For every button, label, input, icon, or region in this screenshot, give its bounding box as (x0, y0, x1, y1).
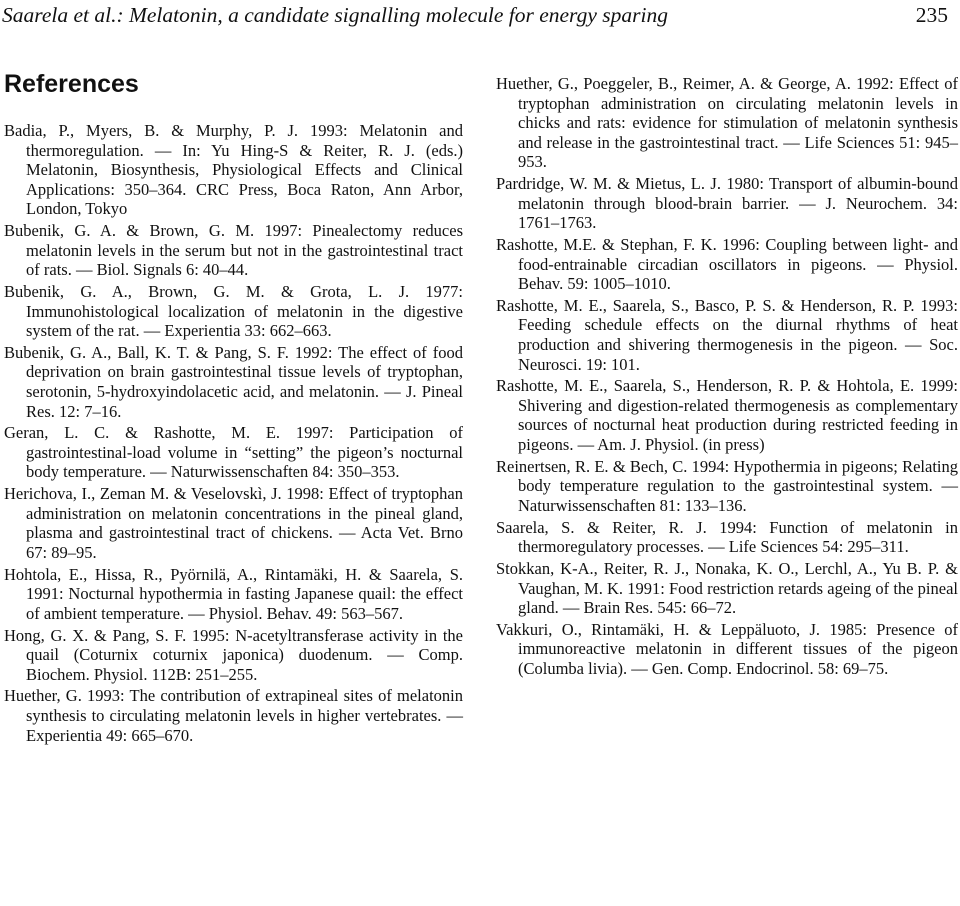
reference-entry: Badia, P., Myers, B. & Murphy, P. J. 1993: Melatonin and thermoregulation. — In: Yu Hing-S & Reiter, R. J. (eds.) Melatonin, Biosynthesis, Physiological Effects and Clinical Applications: 350–364. CRC Press, Boca Raton, Ann Arbor, London, Tokyo (4, 121, 463, 219)
reference-entry: Saarela, S. & Reiter, R. J. 1994: Function of melatonin in thermoregulatory processes. — Life Sciences 54: 295–311. (496, 517, 958, 557)
reference-entry: Pardridge, W. M. & Mietus, L. J. 1980: Transport of albumin-bound melatonin through blood-brain barrier. — J. Neurochem. 34: 1761–1763. (496, 174, 958, 233)
reference-entry: Hohtola, E., Hissa, R., Pyörnilä, A., Rintamäki, H. & Saarela, S. 1991: Nocturnal hypothermia in fasting Japanese quail: the effect of ambient temperature. — Physiol. Behav. 49: 563–567. (4, 564, 463, 623)
reference-entry: Vakkuri, O., Rintamäki, H. & Leppäluoto, J. 1985: Presence of immunoreactive melatonin in different tissues of the pigeon (Columba livia). — Gen. Comp. Endocrinol. 58: 69–75. (496, 619, 958, 678)
reference-entry: Bubenik, G. A., Ball, K. T. & Pang, S. F. 1992: The effect of food deprivation on brain gastrointestinal tissue levels of tryptophan, serotonin, 5-hydroxyindolacetic acid, and melatonin. — J. Pineal Res. 12: 7–16. (4, 342, 463, 421)
reference-entry: Huether, G. 1993: The contribution of extrapineal sites of melatonin synthesis to circulating melatonin levels in higher vertebrates. — Experientia 49: 665–670. (4, 686, 463, 745)
reference-entry: Rashotte, M.E. & Stephan, F. K. 1996: Coupling between light- and food-entrainable circadian oscillators in pigeons. — Physiol. Behav. 59: 1005–1010. (496, 234, 958, 294)
reference-entry: Rashotte, M. E., Saarela, S., Basco, P. S. & Henderson, R. P. 1993: Feeding schedule effects on the diurnal rhythms of heat production and shivering thermogenesis in the pigeon. — Soc. Neurosci. 19: 101. (496, 295, 958, 374)
reference-entry: Bubenik, G. A. & Brown, G. M. 1997: Pinealectomy reduces melatonin levels in the serum but not in the gastrointestinal tract of rats. — Biol. Signals 6: 40–44. (4, 221, 463, 280)
references-heading: References (4, 70, 139, 98)
reference-entry: Stokkan, K-A., Reiter, R. J., Nonaka, K. O., Lerchl, A., Yu B. P. & Vaughan, M. K. 1991: Food restriction retards ageing of the pineal gland. — Brain Res. 545: 66–72. (496, 558, 958, 618)
reference-entry: Bubenik, G. A., Brown, G. M. & Grota, L. J. 1977: Immunohistological localization of melatonin in the digestive system of the rat. — Experientia 33: 662–663. (4, 281, 463, 341)
running-head (2, 0, 950, 30)
reference-entry: Reinertsen, R. E. & Bech, C. 1994: Hypothermia in pigeons; Relating body temperature regulation to the gastrointestinal system. — Naturwissenschaften 81: 133–136. (496, 456, 958, 515)
reference-entry: Herichova, I., Zeman M. & Veselovskì, J. 1998: Effect of tryptophan administration on melatonin concentrations in the pineal gland, plasma and gastrointestinal tract of chickens. — Acta Vet. Brno 67: 89–95. (4, 484, 463, 562)
reference-entry: Geran, L. C. & Rashotte, M. E. 1997: Participation of gastrointestinal-load volume in “setting” the pigeon’s nocturnal body temperature. — Naturwissenschaften 84: 350–353. (4, 423, 463, 482)
reference-entry: Huether, G., Poeggeler, B., Reimer, A. & George, A. 1992: Effect of tryptophan administration on circulating melatonin levels in chicks and rats: evidence for stimulation of melatonin synthesis and release in the gastrointestinal tract. — Life Sciences 51: 945–953. (496, 74, 958, 172)
reference-entry: Rashotte, M. E., Saarela, S., Henderson, R. P. & Hohtola, E. 1999: Shivering and digestion-related thermogenesis as complementary sources of nocturnal heat production during restricted feeding in pigeons. — Am. J. Physiol. (in press) (496, 376, 958, 455)
references-right-column (496, 74, 958, 681)
page-number: 235 (915, 3, 948, 27)
reference-entry: Hong, G. X. & Pang, S. F. 1995: N-acetyltransferase activity in the quail (Coturnix coturnix japonica) duodenum. — Comp. Biochem. Physiol. 112B: 251–255. (4, 625, 463, 684)
running-head-title: Saarela et al.: Melatonin, a candidate signalling molecule for energy sparing (2, 3, 668, 27)
references-left-column (4, 121, 463, 747)
